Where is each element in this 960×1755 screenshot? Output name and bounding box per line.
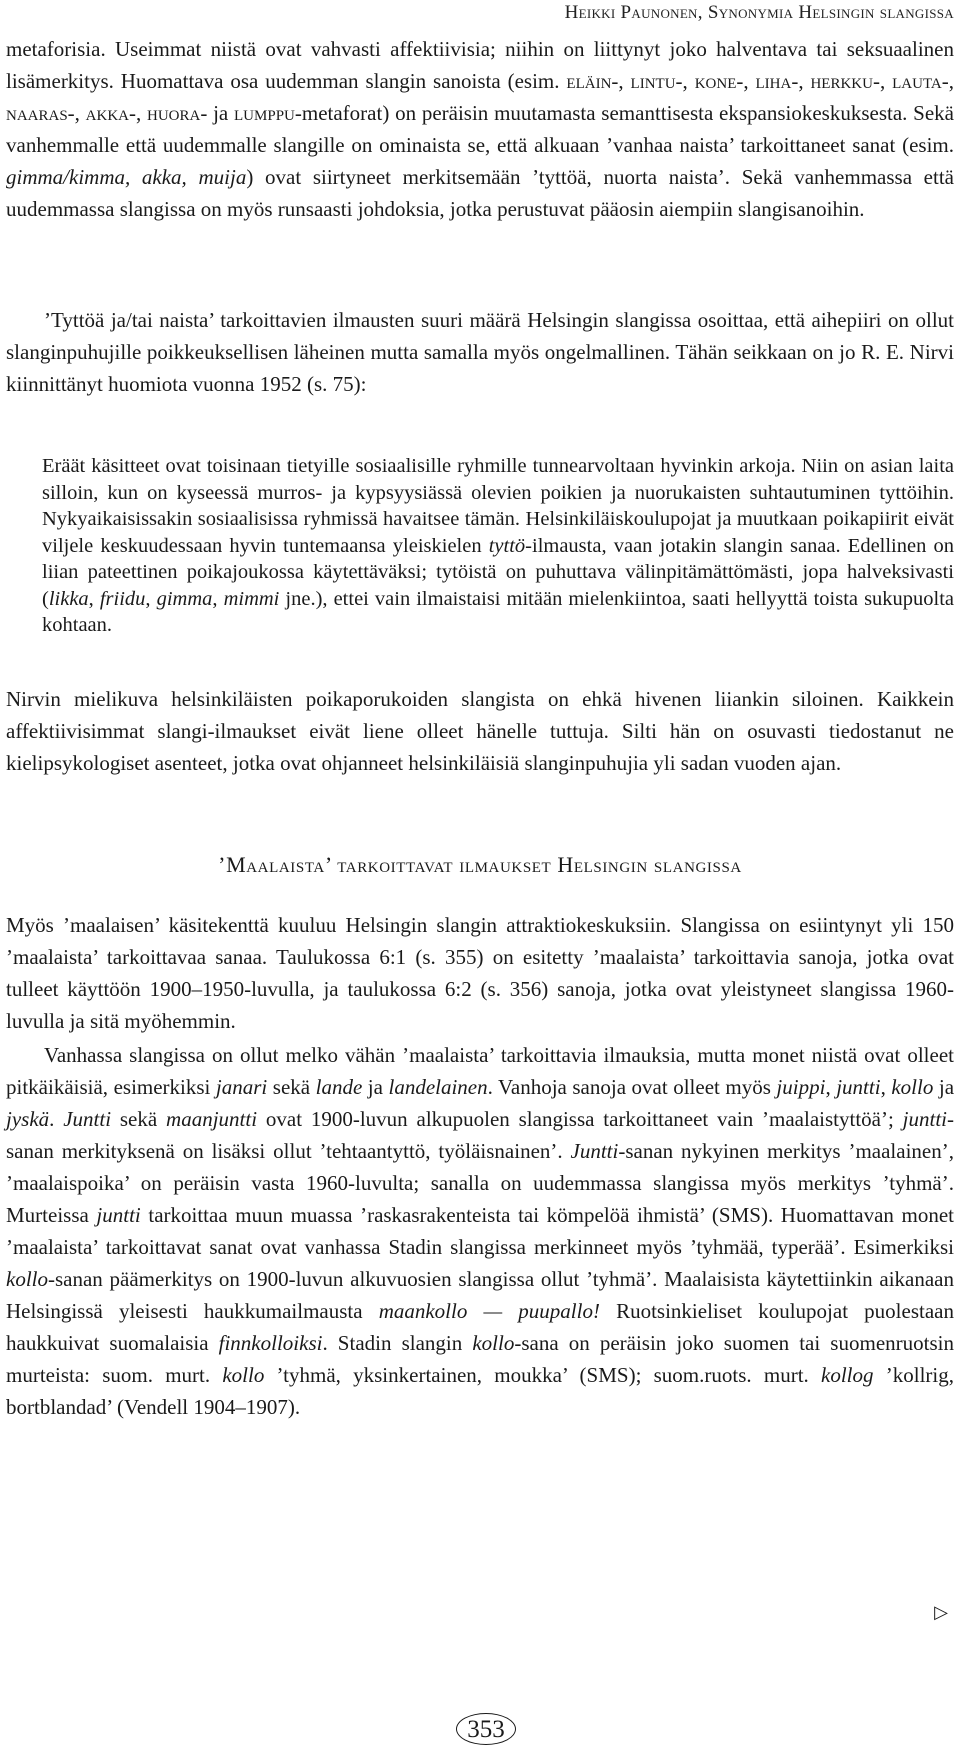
italic-word: mimmi xyxy=(223,587,280,610)
italic-word: finnkolloiksi xyxy=(218,1331,323,1355)
italic-word: maankollo — puupallo! xyxy=(378,1299,600,1323)
italic-word: maanjuntti xyxy=(166,1107,258,1131)
text-run: -sanan päämerkitys on 1900-luvun alkuvuosien slangissa ollut ’tyhmä’. Maalaisista käytettiinkin aikanaan Helsingissä yleisesti haukkumailmausta xyxy=(6,1267,954,1323)
separator: , xyxy=(212,587,224,610)
text-run: -sanan merkityksenä on lisäksi ollut ’tehtaantyttö, työläisnainen’. xyxy=(6,1107,954,1163)
metaphor-term: lumppu xyxy=(234,101,295,125)
text-run: Vanhassa slangissa on ollut melko vähän ’maalaista’ tarkoittavia ilmauksia, mutta monet niistä ovat olleet pitkäikäisiä, esimerkiksi xyxy=(6,1043,954,1099)
italic-word: juippi xyxy=(776,1075,826,1099)
metaphor-terms: eläin-, lintu-, kone-, liha-, herkku-, lauta-, naaras-, akka-, huora- xyxy=(6,69,954,125)
section-heading: ’Maalaista’ tarkoittavat ilmaukset Helsingin slangissa xyxy=(218,852,742,877)
italic-word: juntti xyxy=(902,1107,947,1131)
text-run: ja xyxy=(207,101,235,125)
italic-word: Juntti xyxy=(63,1107,112,1131)
text-run: Ruotsinkieliset koulupojat puolestaan haukkuivat suomalaisia xyxy=(6,1299,954,1355)
text-run: , xyxy=(825,1075,837,1099)
paragraph-text: Nirvin mielikuva helsinkiläisten poikaporukoiden slangista on ehkä hivenen liiankin siloinen. Kaikkein affektiivisimmat slangi-ilmaukset eivät liene olleet hänelle tuttuja. Silti hän on osuvasti tiedostanut ne kielipsykologiset asenteet, jotka ovat ohjanneet helsinkiläisiä slanginpuhujia yli sadan vuoden ajan. xyxy=(6,687,954,775)
text-run: -ilmausta, vaan jotakin slangin sanaa. Edellinen on liian pateettinen poikajoukossa käytettäväksi; tytöistä on puhuttava välinpitämättömästi, jopa halveksivasti ( xyxy=(42,534,954,610)
paragraph-text: ’Tyttöä ja/tai naista’ tarkoittavien ilmausten suuri määrä Helsingin slangissa osoittaa, että aihepiiri on ollut slanginpuhujille poikkeuksellisen läheinen mutta samalla myös ongelmallinen. Tähän seikkaan on jo R. E. Nirvi kiinnittänyt huomiota vuonna 1952 (s. 75): xyxy=(6,308,954,396)
text-run: . Vanhoja sanoja ovat olleet myös xyxy=(487,1075,777,1099)
italic-word: kollo xyxy=(222,1363,265,1387)
paragraph-nirvi-comment xyxy=(6,683,954,779)
text-run: ) ovat siirtyneet merkitsemään ’tyttöä, nuorta naista’. Sekä vanhemmassa että uudemmassa slangissa on myös runsaasti johdoksia, jotka perustuvat pääosin aiempiin slangisanoihin. xyxy=(6,165,954,221)
paragraph-countryside xyxy=(6,909,954,1037)
text-run: sekä xyxy=(111,1107,167,1131)
text-run: ja xyxy=(362,1075,389,1099)
page-number: 353 xyxy=(456,1713,516,1745)
text-run: ovat 1900-luvun alkupuolen slangissa tarkoittaneet vain ’maalaistyttöä’; xyxy=(257,1107,903,1131)
italic-word: friidu xyxy=(99,587,146,610)
italic-word: kollo xyxy=(891,1075,934,1099)
text-run: metaforisia. Useimmat niistä ovat vahvasti affektiivisia; niihin on liittynyt joko halventava tai seksuaalinen lisämerkitys. Huomattava osa uudemman slangin sanoista (esim. xyxy=(6,37,954,93)
italic-word: kollog xyxy=(821,1363,874,1387)
paragraph-metaphors xyxy=(6,33,954,225)
text-run: sekä xyxy=(267,1075,316,1099)
running-head: Heikki Paunonen, Synonymia Helsingin slangissa xyxy=(564,2,954,23)
text-run: -sana on peräisin joko suomen tai suomenruotsin murteista: suom. murt. xyxy=(6,1331,954,1387)
separator: , xyxy=(145,587,157,610)
paragraph-old-slang xyxy=(6,1039,954,1423)
separator: , xyxy=(88,587,100,610)
italic-word: juntti xyxy=(96,1203,141,1227)
italic-word: gimma xyxy=(156,587,213,610)
text-run: , xyxy=(880,1075,892,1099)
text-run: jne.), ettei vain ilmaistaisi mitään mielenkiintoa, saati hellyyttä toista sukupuolta kohtaan. xyxy=(42,587,955,636)
italic-word: juntti xyxy=(836,1075,881,1099)
italic-word: Juntti xyxy=(570,1139,619,1163)
text-run: -sanan nykyinen merkitys ’maalainen’, ’maalaispoika’ on peräisin vasta 1960-luvulta; sanalla on uudemmassa slangissa myös merkitys ’tyhmä’. Murteissa xyxy=(6,1139,954,1227)
italic-word: jyskä xyxy=(6,1107,50,1131)
block-quote-nirvi xyxy=(42,453,954,639)
italic-word: lande xyxy=(315,1075,363,1099)
italic-word: landelainen xyxy=(388,1075,488,1099)
text-run: Eräät käsitteet ovat toisinaan tietyille sosiaalisille ryhmille tunnearvoltaan hyvinkin arkoja. Niin on asian laita silloin, kun on kyseessä murros- ja kypsyysiässä olevien poikien ja nuorukaisten suhtautuminen tyttöihin. Nykyaikaisissakin sosiaalisissa ryhmissä havaitsee tämän. Helsinkiläiskoulupojat ja muutkaan poikapiirit eivät viljele keskuudessaan hyvin tuntemaansa yleiskielen xyxy=(42,455,954,557)
text-run: . xyxy=(49,1107,64,1131)
italic-word: likka xyxy=(48,587,89,610)
paragraph-girl-expressions xyxy=(6,304,954,400)
italic-examples: gimma/kimma, akka, muija xyxy=(6,165,247,189)
italic-word: kollo xyxy=(6,1267,48,1291)
italic-word: tyttö xyxy=(488,534,526,557)
text-run: -metaforat) on peräisin muutamasta semanttisesta ekspansiokeskuksesta. Sekä vanhemmalle että uudemmalle slangille on ominaista se, että alkuaan ’vanhaa naista’ tarkoittaneet sanat (esim. xyxy=(6,101,954,157)
text-run: tarkoittaa muun muassa ’raskasrakenteista tai kömpelöä ihmistä’ (SMS). Huomattavan monet ’maalaista’ tarkoittavat sanat ovat vanhassa Stadin slangissa merkinneet myös ’tyhmää, typerää’. Esimerkiksi xyxy=(6,1203,955,1259)
text-run: ja xyxy=(933,1075,955,1099)
text-run: ’tyhmä, yksinkertainen, moukka’ (SMS); suom.ruots. murt. xyxy=(264,1363,822,1387)
italic-word: kollo xyxy=(472,1331,515,1355)
paragraph-text: Myös ’maalaisen’ käsitekenttä kuuluu Helsingin slangin attraktiokeskuksiin. Slangissa on esiintynyt yli 150 ’maalaista’ tarkoittavaa sanaa. Taulukossa 6:1 (s. 355) on esitetty ’maalaista’ tarkoittavia sanoja, jotka ovat tulleet käyttöön 1900–1950-luvulla, ja taulukossa 6:2 (s. 356) sanoja, jotka ovat yleistyneet slangissa 1960-luvulla ja sitä myöhemmin. xyxy=(6,913,954,1033)
text-run: . Stadin slangin xyxy=(322,1331,473,1355)
continue-arrow-icon: ▷ xyxy=(934,1602,948,1622)
text-run: ’kollrig, bortblandad’ (Vendell 1904–1907). xyxy=(6,1363,954,1419)
italic-word: janari xyxy=(215,1075,268,1099)
